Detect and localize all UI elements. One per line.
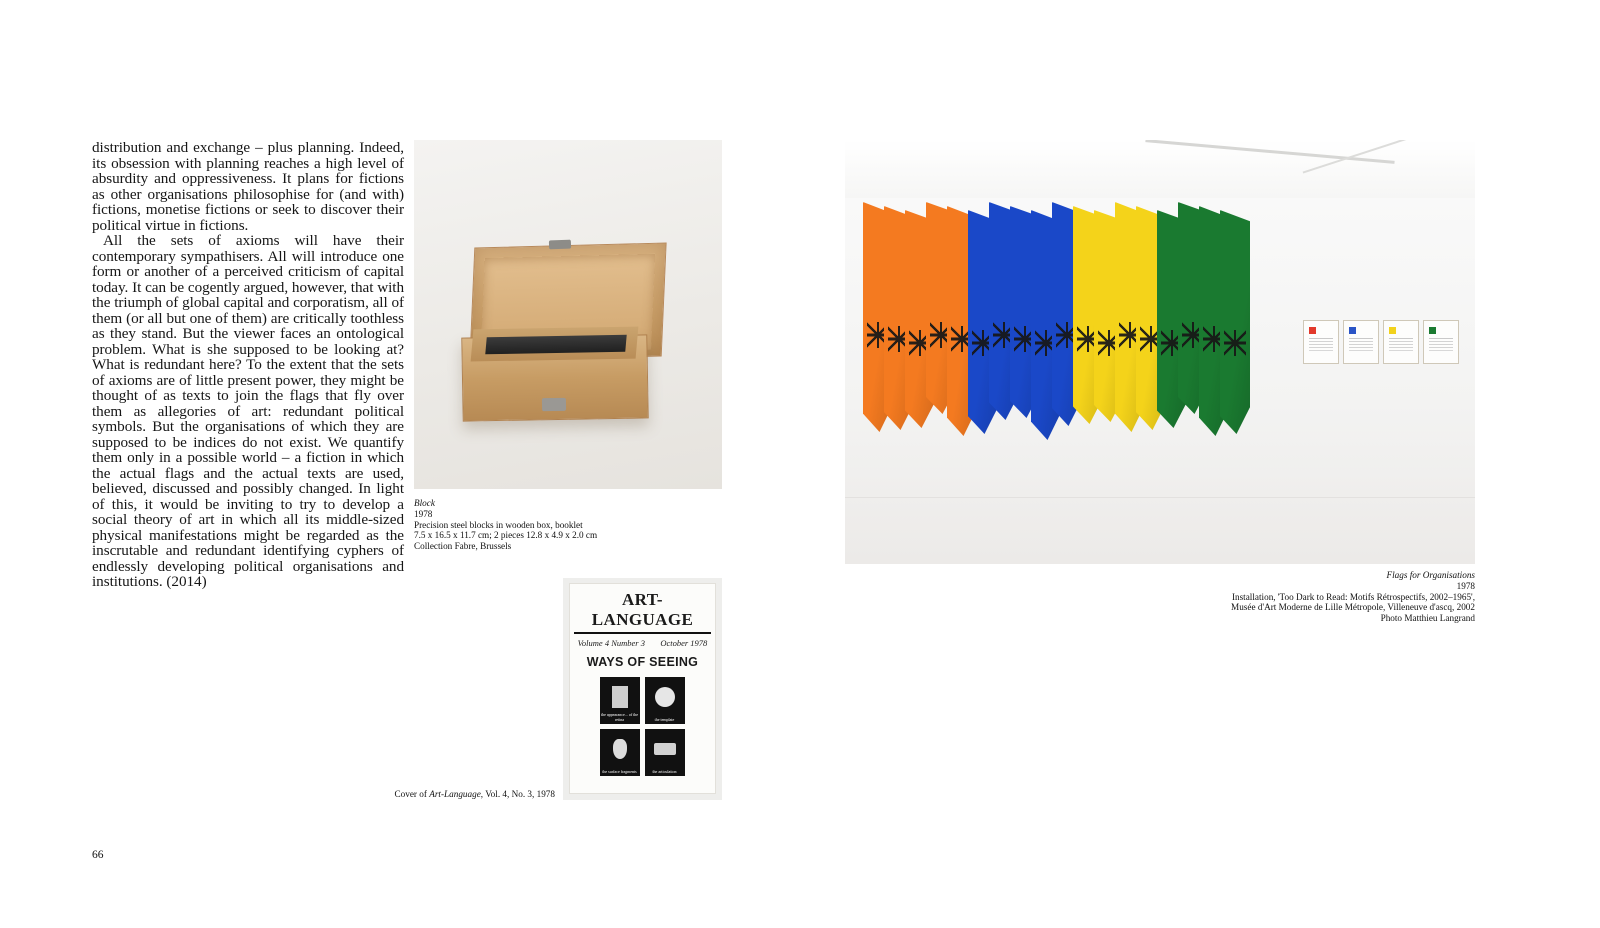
caption-cover — [330, 789, 555, 800]
caption-block-dimensions: 7.5 x 16.5 x 11.7 cm; 2 pieces 12.8 x 4.9 x 2.0 cm — [414, 530, 598, 541]
figure-art-language-cover — [563, 578, 722, 800]
framed-work-swatch — [1429, 327, 1436, 334]
caption-cover-italic: Art-Language — [429, 789, 481, 799]
cover-sheet — [569, 583, 716, 794]
framed-works-row — [1303, 320, 1459, 364]
steel-blocks — [485, 335, 626, 354]
cover-plate-shape — [655, 687, 675, 707]
paragraph-1: distribution and exchange – plus planning. Indeed, its obsession with planning reaches a high level of absurdity and oppressiveness. It plans for fictions as other organisations philosophise for (and with) fictions, monetise fictions or seek to discover their political virtue in fictions. — [92, 139, 404, 234]
box-hinge — [549, 240, 571, 250]
box-latch — [542, 398, 566, 411]
floor-line — [845, 497, 1475, 498]
framed-work-text-lines — [1309, 338, 1333, 339]
framed-work-swatch — [1349, 327, 1356, 334]
cover-plate — [600, 677, 640, 724]
gallery-ceiling — [845, 140, 1475, 198]
framed-work-text-lines — [1349, 338, 1373, 339]
flag — [1220, 210, 1250, 434]
cover-subtitle: WAYS OF SEEING — [586, 655, 699, 669]
framed-work-text-lines — [1429, 338, 1453, 339]
cover-plate-label: the appearance... of the retina — [600, 712, 639, 722]
caption-flags-line2: Musée d'Art Moderne de Lille Métropole, Villeneuve d'ascq, 2002 — [1231, 602, 1475, 613]
cover-plate-label: the template — [654, 717, 675, 722]
caption-flags-title: Flags for Organisations — [1386, 570, 1475, 580]
caption-block — [414, 498, 714, 552]
paragraph-2: All the sets of axioms will have their contemporary sympathisers. All will introduce one form or another of a perceived criticism of capital today. It can be cogently argued, however, that with the triumph of global capital and corporatism, all of them (or all but one of them) are critically toothless as they stand. But the viewer faces an ontological problem. What is she supposed to be looking at? What is redundant here? To the extent that the sets of axioms are of little present power, they might be thought of as texts to join the flags that fly over them as allegories of art: redundant political symbols. But the organisations of which they are supposed to be indices do not exist. We quantify them only in a possible world – a fiction in which the actual flags and the actual texts are used, believed, discussed and possibly changed. In light of this, it would be inviting to try to develop a social theory of art in which all its middle-sized physical manifestations might be regarded as the inscrutable and redundant identifying cyphers of endlessly developing political organisations and institutions. (2014) — [92, 232, 404, 590]
framed-work — [1423, 320, 1459, 364]
framed-work — [1383, 320, 1419, 364]
caption-flags-line1: Installation, 'Too Dark to Read: Motifs Rétrospectifs, 2002–1965', — [1231, 591, 1475, 602]
caption-flags-line3: Photo Matthieu Langrand — [1380, 613, 1475, 624]
body-text-column — [92, 140, 404, 590]
framed-work-swatch — [1309, 327, 1316, 334]
cover-plate — [600, 729, 640, 776]
cover-plate — [645, 729, 685, 776]
cover-plate-label: the articulation — [652, 769, 677, 774]
framed-work-text-lines — [1389, 338, 1413, 339]
page-number: 66 — [92, 849, 104, 861]
cover-masthead: ART-LANGUAGE — [574, 590, 711, 634]
caption-block-title: Block — [414, 498, 435, 508]
framed-work-swatch — [1389, 327, 1396, 334]
caption-cover-suffix: , Vol. 4, No. 3, 1978 — [480, 789, 555, 799]
cover-plate — [645, 677, 685, 724]
figure-flags-photo — [845, 140, 1475, 564]
cover-meta — [570, 638, 715, 648]
caption-block-collection: Collection Fabre, Brussels — [414, 541, 512, 552]
caption-block-medium: Precision steel blocks in wooden box, booklet — [414, 519, 583, 530]
cover-date: October 1978 — [660, 638, 708, 648]
caption-block-year: 1978 — [414, 508, 433, 519]
cover-volume: Volume 4 Number 3 — [577, 638, 645, 648]
flag-emblem-icon — [1224, 330, 1246, 356]
cover-plate-grid — [600, 677, 686, 776]
cover-plate-shape — [654, 743, 676, 755]
caption-flags-year: 1978 — [1456, 580, 1475, 591]
framed-work — [1343, 320, 1379, 364]
caption-flags — [1100, 570, 1475, 624]
caption-cover-prefix: Cover of — [394, 789, 430, 799]
framed-work — [1303, 320, 1339, 364]
figure-block-photo — [414, 140, 722, 489]
cover-plate-shape — [612, 686, 628, 708]
cover-plate-label: the surface fragments — [602, 769, 637, 774]
cover-plate-shape — [613, 739, 627, 759]
